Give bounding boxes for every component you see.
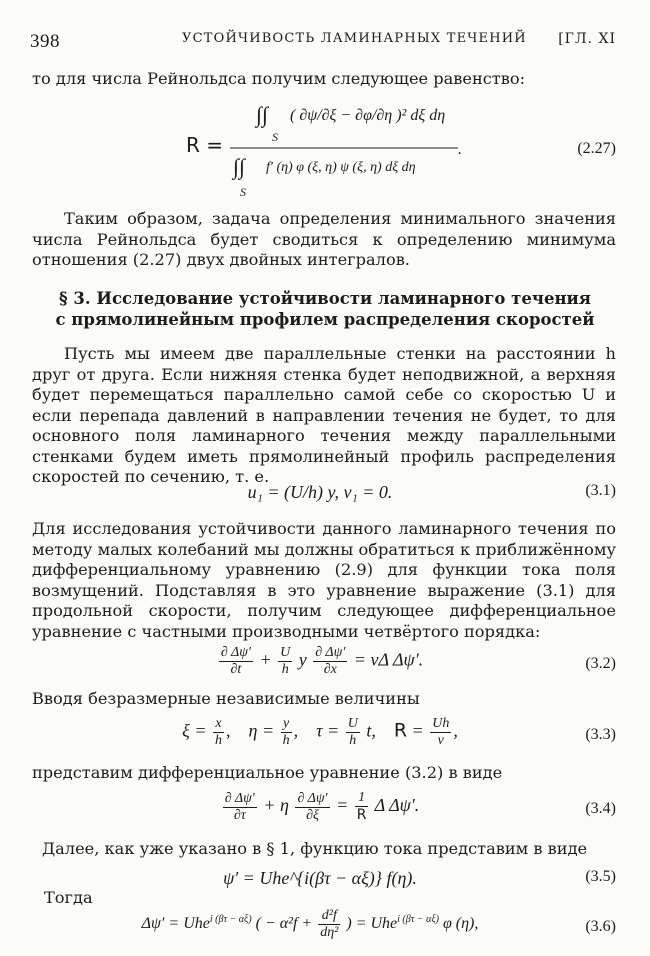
equation-number: (3.2) (585, 655, 616, 672)
page-number: 398 (30, 31, 60, 52)
paragraph-8: Тогда (44, 888, 93, 907)
equation-3-2 (0, 641, 650, 683)
equation-number: (3.4) (585, 800, 616, 817)
paragraph-3: Пусть мы имеем две параллельные стенки на расстоянии h друг от друга. Если нижняя стенка будет неподвижной, а верхняя будет перемещаться параллельно самой себе со скоростью U и если перепада давлений в направлении течения не будет, то для основного поля ламинарного течения между параллельными стенками будем иметь прямолинейный профиль распределения скоростей по сечению, т. е. (32, 344, 616, 486)
running-title: УСТОЙЧИВОСТЬ ЛАМИНАРНЫХ ТЕЧЕНИЙ (182, 31, 527, 46)
paragraph-1: то для числа Рейнольдса получим следующее равенство: (32, 69, 526, 88)
equation-3-4 (0, 788, 650, 830)
paragraph-4: Для исследования устойчивости данного ламинарного течения по методу малых колебаний мы должны обратиться к приближённому дифференциальному уравнению (2.9) для функции тока поля возмущений. Подставляя в это уравнение выражение (3.1) для продольной скорости, получим следующее дифференциальное уравнение с частными производными четвёртого порядка: (32, 519, 616, 641)
section-heading-line-2: с прямолинейным профилем распределения скоростей (55, 310, 595, 329)
svg-text:( ∂ψ/∂ξ − ∂φ/∂η )² dξ dη: ( ∂ψ/∂ξ − ∂φ/∂η )² dξ dη (290, 107, 446, 124)
equation-3-6-formula: Δψ′ = Uhe$^{i (\beta\tau - \alpha\xi)}$ ( − α²f + $\frac{\text{d²f}}{\text{dη²}}$ ) = Uhe$^{i (\beta\tau - \alpha\xi)}$ φ (η), (141, 908, 479, 940)
svg-text:∫∫: ∫∫ (233, 154, 246, 179)
equation-number: (3.5) (585, 868, 616, 885)
equation-3-3-formula: ξ = $\frac{x}{h}$ , η = $\frac{y}{h}$ , τ = $\frac{U}{h}$ t, R = $\frac{Uh}{\nu}$ , (182, 716, 458, 748)
svg-text:f′ (η) φ (ξ, η) ψ (ξ, η) dξ dη: f′ (η) φ (ξ, η) ψ (ξ, η) dξ dη (266, 160, 416, 175)
equation-2-27 (0, 96, 650, 200)
svg-text:.: . (458, 141, 462, 158)
equation-number: (3.6) (585, 918, 616, 935)
svg-text:R =: R = (186, 133, 224, 157)
paragraph-5: Вводя безразмерные независимые величины (32, 689, 420, 708)
equation-2-27-formula (0, 96, 650, 200)
equation-number: (3.1) (585, 482, 616, 499)
equation-3-6 (0, 906, 650, 950)
paragraph-6: представим дифференциальное уравнение (3.2) в виде (32, 763, 503, 782)
equation-3-1 (0, 474, 650, 508)
svg-text:S: S (272, 130, 278, 144)
svg-text:S: S (240, 185, 246, 199)
equation-3-3 (0, 714, 650, 756)
equation-3-1-formula: u₁ = (U/h) y, v₁ = 0. (247, 482, 393, 502)
paragraph-7: Далее, как уже указано в § 1, функцию тока представим в виде (42, 839, 588, 858)
equation-number: (3.3) (585, 726, 616, 743)
chapter-label: [ГЛ. XI (558, 31, 616, 47)
equation-3-2-formula: $\frac{\partial \Delta\psi'}{\partial t}$ + $\frac{U}{h}$ y $\frac{\partial \Delta\psi'}{\partial x}$ = νΔ Δψ′. (220, 645, 424, 677)
section-heading-line-1: § 3. Исследование устойчивости ламинарного течения (59, 289, 591, 308)
equation-3-4-formula: $\frac{\partial \Delta\psi'}{\partial\tau}$ + η $\frac{\partial \Delta\psi'}{\partial\xi}$ = $\frac{1}{R}$ Δ Δψ′. (224, 790, 420, 823)
svg-text:∫∫: ∫∫ (256, 102, 269, 127)
equation-number: (2.27) (577, 140, 616, 157)
paragraph-2: Таким образом, задача определения минимального значения числа Рейнольдса будет сводиться к определению минимума отношения (2.27) двух двойных интегралов. (32, 209, 616, 269)
equation-3-5-formula: ψ′ = Uhe^{i(βτ − αξ)} f(η). (223, 868, 417, 888)
